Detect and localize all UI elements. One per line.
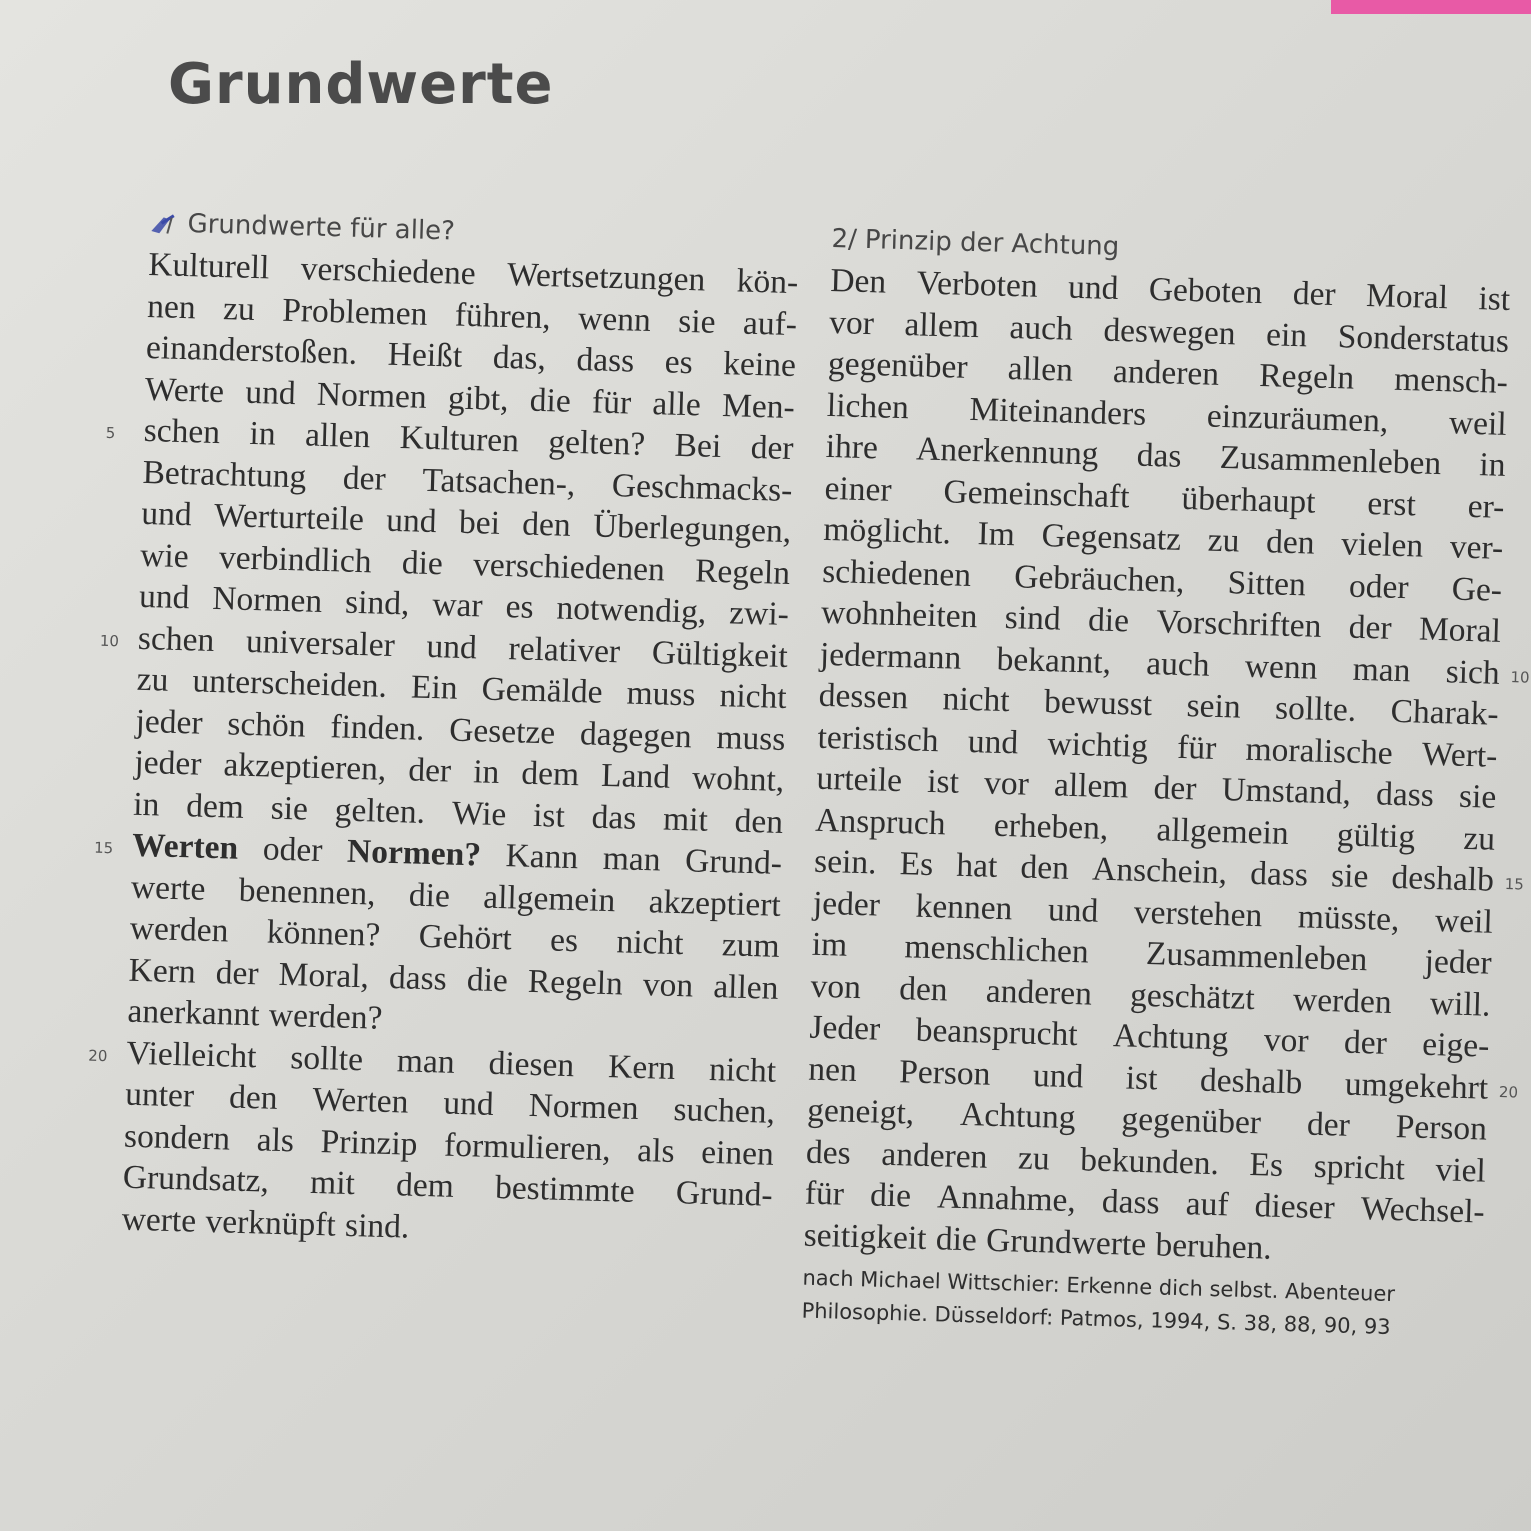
text-line: jeder kennen und verstehen müsste, weil [812, 884, 1494, 941]
text-line: schiedenen Gebräuchen, Sitten oder Ge- [821, 552, 1503, 609]
text-line: wie verbindlich die verschiedenen Regeln [139, 536, 791, 592]
text-line: jeder schön finden. Gesetze dagegen muss [135, 702, 786, 758]
source-line-1: nach Michael Wittschier: Erkenne dich selbst. Abenteuer [802, 1265, 1396, 1307]
text-line: Betrachtung der Tatsachen-, Geschmacks- [142, 453, 793, 509]
text-line: Grundsatz, mit dem bestimmte Grund- [122, 1158, 774, 1214]
text-line: jeder akzeptieren, der in dem Land wohnt, [134, 743, 785, 799]
page-title: Grundwerte [168, 52, 554, 117]
text-line: Anspruch erheben, allgemein gültig zu [814, 801, 1496, 858]
text-line: Jeder beansprucht Achtung vor der eige- [809, 1008, 1490, 1065]
text-line: Werte und Normen gibt, die für alle Men- [144, 370, 796, 426]
text-line: vor allem auch deswegen ein Sonderstatus [828, 303, 1510, 360]
text-line: wohnheiten sind die Vorschriften der Moral [820, 593, 1502, 650]
pink-page-edge [1331, 0, 1531, 14]
source-line-2: Philosophie. Düsseldorf: Patmos, 1994, S. 38, 88, 90, 93 [801, 1298, 1391, 1340]
line-number: 10 [1510, 667, 1530, 687]
section-2-body [803, 260, 1530, 1275]
text-line: Kern der Moral, dass die Regeln von allen [128, 951, 779, 1007]
text-line: des anderen zu bekunden. Es spricht viel [805, 1133, 1487, 1190]
text-line: in dem sie gelten. Wie ist das mit den [132, 785, 784, 841]
section-1-heading-text: Grundwerte für alle? [187, 209, 456, 247]
text-line: sein. Es hat den Anschein, dass sie deshalb 15 [814, 841, 1495, 901]
text-line: geneigt, Achtung gegenüber der Person [806, 1091, 1488, 1148]
line-number: 20 [1498, 1082, 1519, 1101]
section-1-body [88, 244, 799, 1258]
pen-mark-icon [149, 212, 180, 235]
text-line: und Normen sind, war es notwendig, zwi- [138, 577, 790, 633]
text-line: schen universaler und relativer Gültigkeit 10 [99, 619, 789, 675]
text-line: von den anderen geschätzt werden will. [810, 967, 1491, 1024]
text-line: für die Annahme, dass auf dieser Wechsel- [804, 1174, 1486, 1231]
text-line: dessen nicht bewusst sein sollte. Charak- [818, 676, 1500, 733]
line-number: 15 [93, 838, 114, 858]
text-line: Den Verboten und Geboten der Moral ist [829, 261, 1511, 318]
line-number: 5 [105, 423, 116, 443]
text-line: schen in allen Kulturen gelten? Bei der 5 [105, 411, 795, 468]
line-number: 15 [1504, 875, 1525, 894]
section-grundwerte-fuer-alle [88, 208, 800, 1258]
text-line: lichen Miteinanders einzuräumen, weil [826, 386, 1508, 443]
section-2-heading-text: Prinzip der Achtung [864, 224, 1120, 263]
text-line: einer Gemeinschaft überhaupt erst er- [824, 469, 1505, 526]
text-line: und Werturteile und bei den Überlegungen, [140, 494, 792, 551]
text-line: nen Person und ist deshalb umgekehrt 20 [808, 1048, 1489, 1108]
text-line: seitigkeit die Grundwerte beruhen. [803, 1216, 1273, 1267]
text-line: Kulturell verschiedene Wertsetzungen kön- [147, 245, 799, 302]
text-line: ihre Anerkennung das Zusammenleben in [825, 427, 1507, 484]
line-number: 20 [88, 1046, 108, 1065]
text-line: im menschlichen Zusammenleben jeder [811, 925, 1493, 982]
text-line: zu unterscheiden. Ein Gemälde muss nicht [136, 660, 788, 716]
text-line: einanderstoßen. Heißt das, dass es keine [145, 328, 797, 385]
section-2-number: 2/ [831, 224, 858, 255]
text-line: sondern als Prinzip formulieren, als einen [123, 1117, 775, 1173]
text-line: gegenüber allen anderen Regeln mensch- [827, 344, 1509, 401]
text-line: werden können? Gehört es nicht zum [129, 909, 781, 965]
text-line: werte verknüpft sind. [121, 1200, 410, 1246]
line-number: 10 [99, 631, 120, 650]
text-line: Werten oder Normen? Kann man Grund- 15 [93, 826, 783, 882]
source-citation [801, 1262, 1483, 1347]
text-line: anerkannt werden? [127, 992, 383, 1037]
text-line: nen zu Problemen führen, wenn sie auf- [146, 287, 798, 343]
text-line: teristisch und wichtig für moralische Wert- [817, 718, 1498, 775]
text-line: werte benennen, die allgemein akzeptiert [130, 868, 782, 924]
section-prinzip-der-achtung [801, 224, 1530, 1347]
text-line: unter den Werten und Normen suchen, [124, 1075, 776, 1131]
text-line: urteile ist vor allem der Umstand, dass sie [816, 759, 1497, 816]
text-line: möglicht. Im Gegensatz zu den vielen ver- [822, 510, 1504, 567]
text-line: jedermann bekannt, auch wenn man sich 10 [819, 633, 1500, 693]
text-line: Vielleicht sollte man diesen Kern nicht 20 [88, 1034, 777, 1090]
